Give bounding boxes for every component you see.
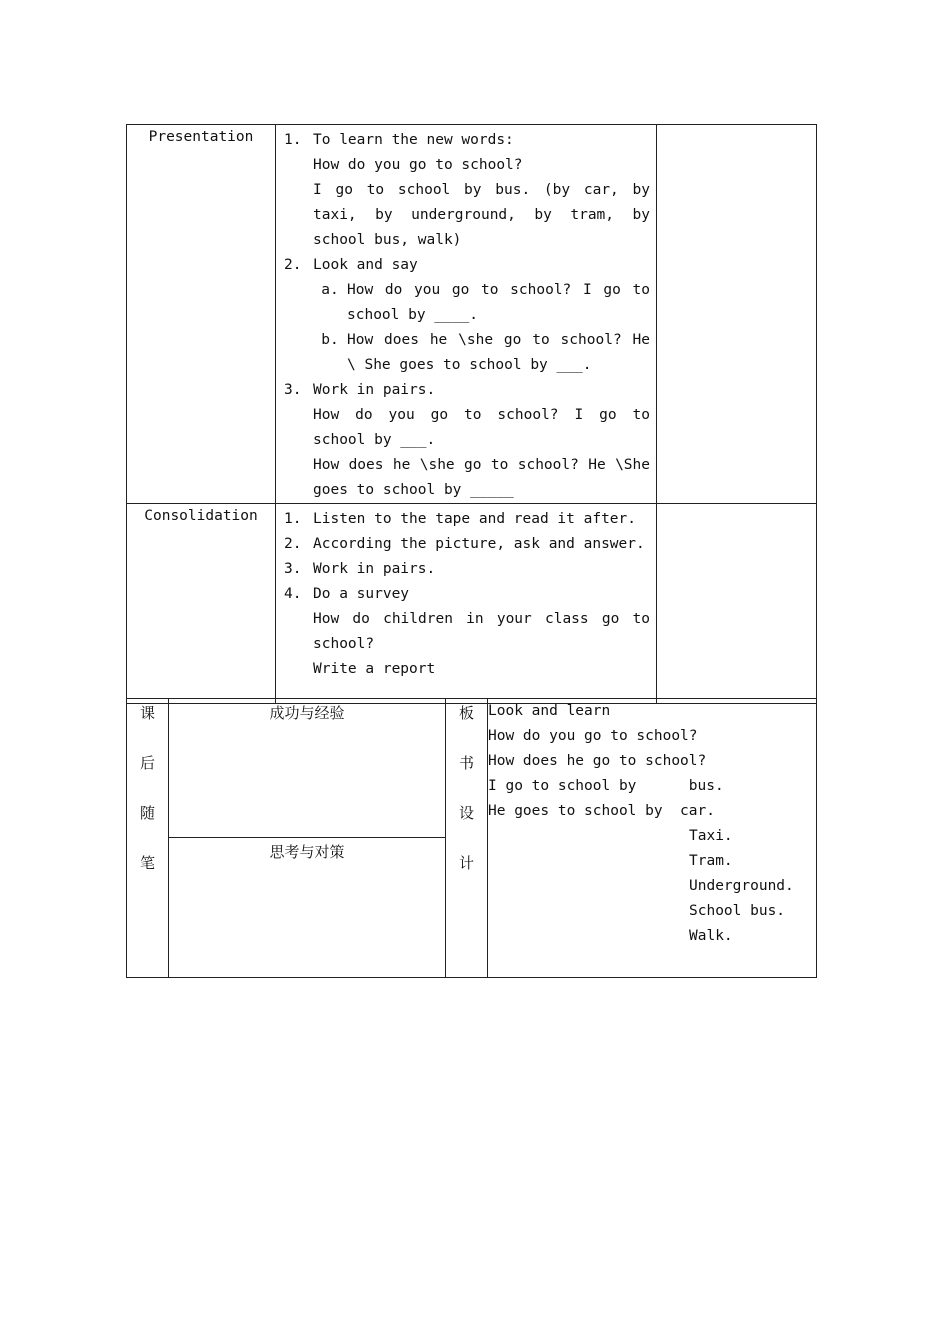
sub-text: How do you go to school? I go to school by ____. <box>347 282 650 323</box>
step-text: Write a report <box>313 661 436 677</box>
presentation-content-cell <box>276 125 657 504</box>
sub-label: a. <box>321 282 339 298</box>
vertical-char: 笔 <box>139 854 155 872</box>
step-sub-list <box>313 278 650 378</box>
experience-section <box>169 699 445 838</box>
reflection-cell <box>169 699 446 978</box>
presentation-notes-cell <box>657 125 817 504</box>
after-class-row <box>127 699 817 978</box>
step-text: To learn the new words: <box>313 132 514 148</box>
step-text: I go to school by bus. (by car, by taxi, by underground, by tram, by school bus, walk) <box>313 182 650 248</box>
step-text: How do you go to school? <box>313 157 523 173</box>
board-line: How do you go to school? <box>488 728 698 744</box>
step-text: How do you go to school? I go to school by ___. <box>313 407 650 448</box>
step-number: 2. <box>284 536 302 552</box>
board-design-cell <box>488 699 817 978</box>
vertical-char: 后 <box>139 754 155 772</box>
consolidation-step-3 <box>284 557 650 582</box>
step-number: 1. <box>284 132 302 148</box>
step-text: Work in pairs. <box>313 382 436 398</box>
presentation-stage-label: Presentation <box>148 129 254 145</box>
board-option: Walk. <box>689 928 733 944</box>
board-line: How does he go to school? <box>488 753 707 769</box>
presentation-step-1 <box>284 128 650 253</box>
after-class-table <box>126 698 817 978</box>
reflection-section <box>169 838 445 977</box>
board-design-label-cell <box>446 699 488 978</box>
presentation-step-3 <box>284 378 650 503</box>
step-number: 4. <box>284 586 302 602</box>
step-number: 3. <box>284 561 302 577</box>
consolidation-notes-cell <box>657 504 817 704</box>
consolidation-step-1 <box>284 507 650 532</box>
step-text: Listen to the tape and read it after. <box>313 511 637 527</box>
step-text: Do a survey <box>313 586 410 602</box>
vertical-char: 设 <box>458 804 474 822</box>
consolidation-stage-cell <box>127 504 276 704</box>
board-option: School bus. <box>689 903 786 919</box>
step-number: 1. <box>284 511 302 527</box>
step-text: How do children in your class go to school? <box>313 611 650 652</box>
consolidation-row <box>127 504 817 704</box>
vertical-char: 随 <box>139 804 155 822</box>
step-text: Look and say <box>313 257 418 273</box>
lesson-steps-table <box>126 124 817 704</box>
board-option: Tram. <box>689 853 733 869</box>
vertical-char: 书 <box>458 754 474 772</box>
after-class-label-cell <box>127 699 169 978</box>
step-text: According the picture, ask and answer. <box>313 536 645 552</box>
sub-item-b <box>313 328 650 378</box>
presentation-row <box>127 125 817 504</box>
experience-label: 成功与经验 <box>269 704 345 722</box>
vertical-char: 课 <box>139 704 155 722</box>
sub-item-a <box>313 278 650 328</box>
board-line: Look and learn <box>488 703 611 719</box>
reflection-label: 思考与对策 <box>269 843 345 861</box>
consolidation-stage-label: Consolidation <box>144 508 258 524</box>
presentation-stage-cell <box>127 125 276 504</box>
step-text: Work in pairs. <box>313 561 436 577</box>
step-number: 3. <box>284 382 302 398</box>
board-option: Underground. <box>689 878 794 894</box>
presentation-step-2 <box>284 253 650 378</box>
vertical-char: 计 <box>458 854 474 872</box>
board-option: Taxi. <box>689 828 733 844</box>
consolidation-content-cell <box>276 504 657 704</box>
consolidation-steps <box>284 507 650 682</box>
step-text: How does he \she go to school? He \She goes to school by _____ <box>313 457 650 498</box>
sub-text: How does he \she go to school? He \ She goes to school by ___. <box>347 332 650 373</box>
consolidation-step-4 <box>284 582 650 682</box>
board-line: He goes to school by car. <box>488 803 715 819</box>
board-line: I go to school by bus. <box>488 778 724 794</box>
presentation-steps <box>284 128 650 503</box>
consolidation-step-2 <box>284 532 650 557</box>
step-number: 2. <box>284 257 302 273</box>
sub-label: b. <box>321 332 339 348</box>
vertical-char: 板 <box>458 704 474 722</box>
